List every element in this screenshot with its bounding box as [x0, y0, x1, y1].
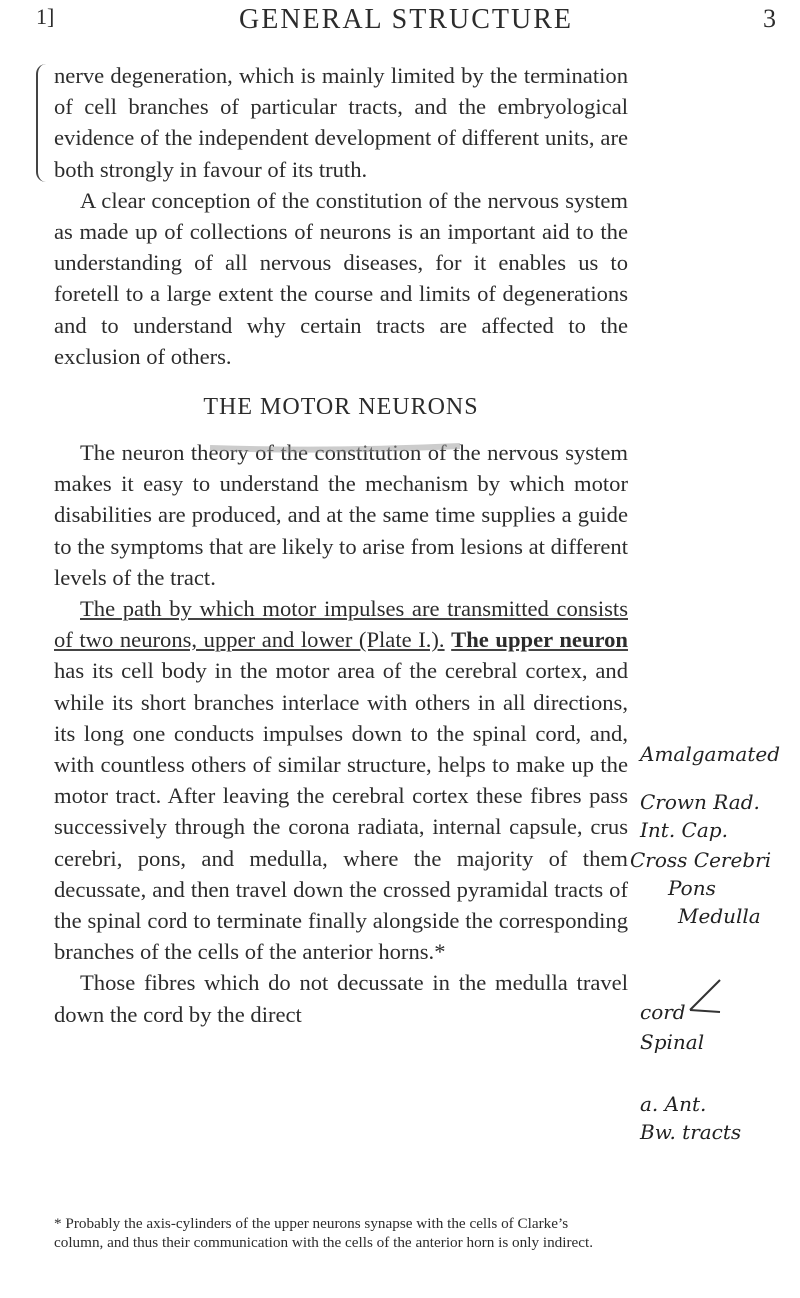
paragraph-motor-path [54, 593, 628, 967]
margin-note: Pons [668, 876, 716, 900]
margin-note: Bw. tracts [640, 1120, 742, 1144]
upper-neuron-description: has its cell body in the motor area of the cerebral cortex, and while its short branches interlace with others in all directions, its long one conducts impulses down to the spinal cord, and, with countless others of similar structure, helps to make up the motor tract. After leaving the cerebral cortex these fibres pass successively through the corona radiata, internal capsule, crus cerebri, pons, and medulla, where the majority of them decussate, and then travel down the crossed pyramidal tracts of the spinal cord to terminate finally alongside the corresponding branches of the cells of the anterior horns.* [54, 658, 628, 965]
paragraph-neuron-theory: The neuron theory of the constitution of the nervous system makes it easy to understand the mechanism by which motor disabilities are produced, and at the same time supplies a guide to the symptoms that are likely to arise from lesions at different levels of the tract. [54, 440, 628, 590]
upper-neuron-term: The upper neuron [451, 627, 629, 653]
margin-note: Crown Rad. [640, 790, 760, 814]
margin-note: a. Ant. [640, 1092, 707, 1116]
main-text [54, 60, 628, 1030]
margin-note: Int. Cap. [640, 818, 728, 842]
margin-bracket-mark [36, 64, 50, 182]
chapter-marker: 1] [36, 4, 55, 29]
margin-note: Cross Cerebri [630, 848, 772, 872]
section-heading: THE MOTOR NEURONS [203, 394, 479, 421]
handwritten-margin-notes [628, 0, 800, 1298]
paragraph-direct-fibres: Those fibres which do not decussate in the medulla travel down the cord by the direct [54, 970, 628, 1027]
running-title: GENERAL STRUCTURE [239, 4, 573, 35]
motor-path-sentence: The path by which motor impulses are transmitted consists of two neurons, upper and lower (Plate I.). [54, 596, 628, 653]
paragraph-neurons-conception: A clear conception of the constitution of the nervous system as made up of collections of neurons is an important aid to the understanding of all nervous diseases, for it enables us to foretell to a large extent the course and limits of degenerations and to understand why certain tracts are affected to the exclusion of others. [54, 187, 628, 369]
page-number: 3 [763, 4, 776, 33]
footnote: * Probably the axis-cylinders of the upper neurons synapse with the cells of Clarke’s column, and thus their communication with the cells of the anterior horn is only indirect. [54, 1215, 594, 1251]
paragraph-continued: nerve degeneration, which is mainly limited by the termination of cell branches of particular tracts, and the embryological evidence of the independent development of different units, are both strongly in favour of its truth. [54, 63, 628, 182]
margin-note: Spinal [640, 1030, 705, 1054]
margin-note: Medulla [678, 904, 761, 928]
margin-note: cord [640, 1000, 686, 1024]
margin-note: Amalgamated [640, 742, 781, 766]
